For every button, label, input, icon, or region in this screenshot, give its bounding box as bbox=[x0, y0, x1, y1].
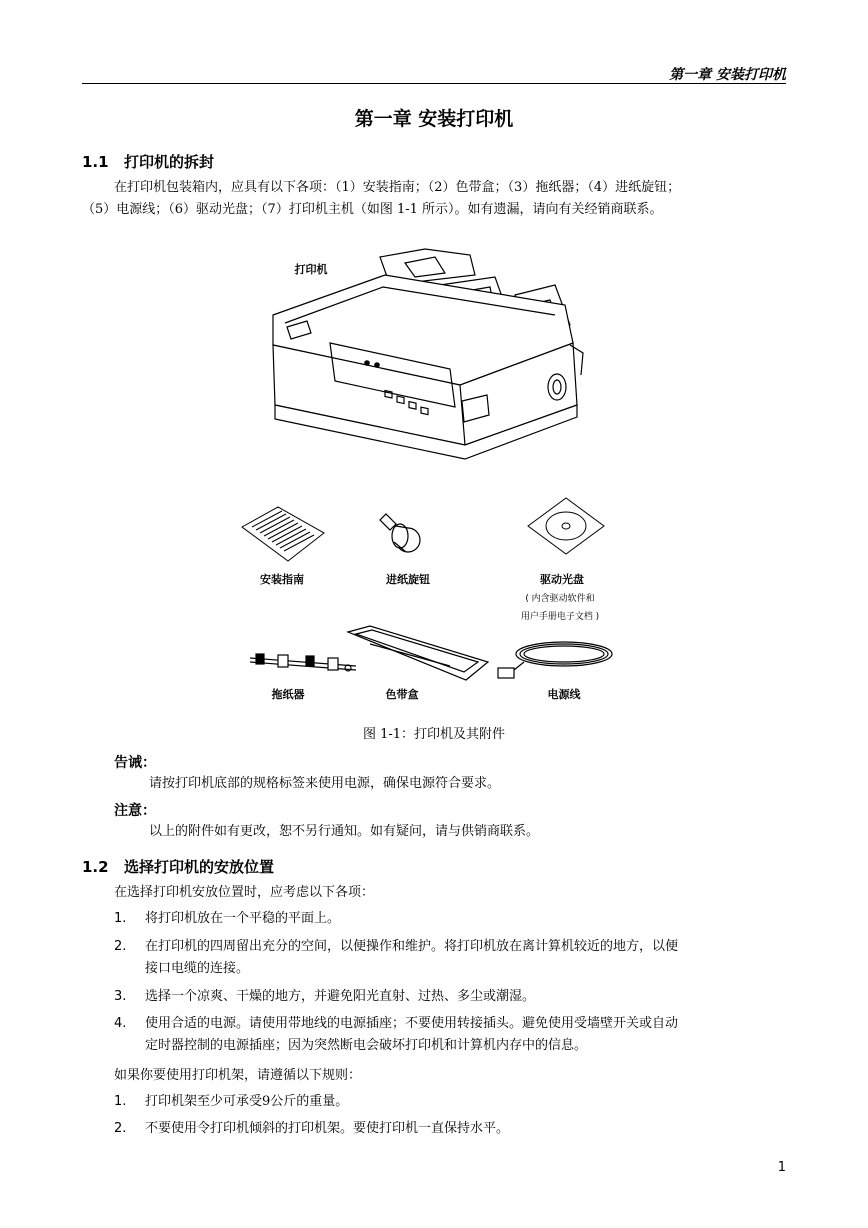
section-title: 选择打印机的安放位置 bbox=[124, 858, 275, 876]
list-text: 在打印机的四周留出充分的空间，以便操作和维护。将打印机放在离计算机较近的地方，以便 bbox=[145, 939, 679, 954]
warning-text: 请按打印机底部的规格标签来使用电源，确保电源符合要求。 bbox=[149, 776, 501, 791]
page-number: 1 bbox=[777, 1160, 786, 1175]
printer-label: 打印机 bbox=[294, 263, 328, 276]
cd-label: 驱动光盘 bbox=[540, 573, 584, 586]
section-number: 1.1 bbox=[82, 153, 109, 171]
list-item bbox=[114, 986, 786, 1008]
section-heading-1-2 bbox=[82, 856, 274, 877]
list-number: 3. bbox=[114, 989, 127, 1004]
note-title: 注意： bbox=[114, 803, 156, 819]
list-text: 将打印机放在一个平稳的平面上。 bbox=[145, 911, 341, 926]
paper-knob-illustration bbox=[376, 512, 426, 556]
intro-paragraph-line2: （5）电源线；（6）驱动光盘；（7）打印机主机（如图 1-1 所示）。如有遗漏，请向有关经销商联系。 bbox=[82, 202, 663, 217]
section-heading-1-1 bbox=[82, 151, 214, 172]
note-text: 以上的附件如有更改，恕不另行通知。如有疑问，请与供销商联系。 bbox=[149, 824, 540, 839]
list-item bbox=[114, 908, 786, 930]
power-cord-illustration bbox=[494, 636, 614, 682]
section2-intro: 在选择打印机安放位置时，应考虑以下各项： bbox=[114, 885, 375, 900]
list-item bbox=[114, 1118, 786, 1140]
figure-caption: 图 1-1：打印机及其附件 bbox=[362, 727, 506, 742]
list-item bbox=[114, 1091, 786, 1113]
list-text: 使用合适的电源。请使用带地线的电源插座；不要使用转接插头。避免使用受墙壁开关或自动 bbox=[145, 1016, 679, 1031]
cd-illustration bbox=[526, 496, 606, 556]
list-number: 2. bbox=[114, 939, 127, 954]
section-title: 打印机的拆封 bbox=[124, 153, 215, 171]
cd-note-line2: 用户手册电子文档 ) bbox=[520, 612, 600, 622]
cd-note-line1: ( 内含驱动软件和 bbox=[525, 594, 595, 604]
ribbon-cartridge-illustration bbox=[340, 624, 490, 684]
list-number: 1. bbox=[114, 1094, 127, 1109]
tractor-label: 拖纸器 bbox=[271, 688, 305, 701]
ribbon-label: 色带盒 bbox=[385, 688, 419, 701]
list-number: 2. bbox=[114, 1121, 127, 1136]
list-text: 不要使用令打印机倾斜的打印机架。要使打印机一直保持水平。 bbox=[145, 1121, 510, 1136]
chapter-title: 第一章 安装打印机 bbox=[354, 108, 514, 130]
list-text: 选择一个凉爽、干燥的地方，并避免阳光直射、过热、多尘或潮湿。 bbox=[145, 989, 536, 1004]
stand-intro: 如果你要使用打印机架，请遵循以下规则： bbox=[114, 1068, 362, 1083]
header-rule bbox=[82, 83, 786, 84]
guide-label: 安装指南 bbox=[260, 573, 304, 586]
list-text-continued: 接口电缆的连接。 bbox=[145, 961, 250, 976]
section-number: 1.2 bbox=[82, 858, 109, 876]
printer-illustration bbox=[265, 245, 600, 485]
installation-guide-illustration bbox=[240, 505, 326, 563]
list-number: 1. bbox=[114, 911, 127, 926]
intro-paragraph-line1: 在打印机包装箱内，应具有以下各项：（1）安装指南；（2）色带盒；（3）拖纸器；（4）进纸旋钮； bbox=[114, 180, 681, 195]
list-item bbox=[114, 1013, 786, 1057]
knob-label: 进纸旋钮 bbox=[386, 573, 430, 586]
list-text-continued: 定时器控制的电源插座；因为突然断电会破坏打印机和计算机内存中的信息。 bbox=[145, 1038, 588, 1053]
list-number: 4. bbox=[114, 1016, 127, 1031]
list-text: 打印机架至少可承受9公斤的重量。 bbox=[145, 1094, 349, 1109]
list-item bbox=[114, 936, 786, 980]
running-header: 第一章 安装打印机 bbox=[669, 67, 786, 83]
cord-label: 电源线 bbox=[547, 688, 581, 701]
warning-title: 告诫： bbox=[114, 755, 156, 771]
